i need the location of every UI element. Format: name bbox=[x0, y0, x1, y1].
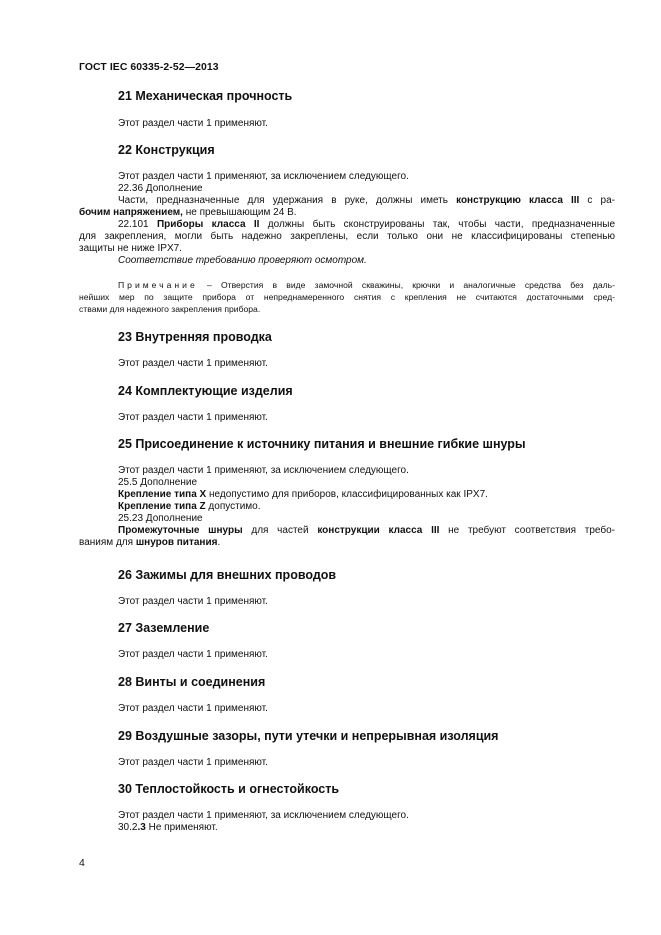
clause-22-36-line-2: бочим напряжением, не превышающим 24 В. bbox=[79, 207, 297, 218]
section-21-title: 21 Механическая прочность bbox=[118, 89, 293, 103]
clause-22-101-line-3: защиты не ниже IPX7. bbox=[79, 243, 182, 254]
clause-22-101-line-2: для закрепления, могли быть надежно закреплены, если только они не классифицированы степенью bbox=[79, 231, 615, 242]
clause-30-2-3: 30.2.3 Не применяют. bbox=[118, 822, 218, 833]
section-29-title: 29 Воздушные зазоры, пути утечки и непрерывная изоляция bbox=[118, 729, 499, 743]
section-29-text: Этот раздел части 1 применяют. bbox=[118, 757, 268, 768]
section-27-title: 27 Заземление bbox=[118, 621, 210, 635]
section-26-title: 26 Зажимы для внешних проводов bbox=[118, 568, 337, 582]
section-22-intro: Этот раздел части 1 применяют, за исключением следующего. bbox=[118, 171, 409, 182]
clause-25-23-line-1: Промежуточные шнуры для частей конструкции класса III не требуют соответствия требо- bbox=[118, 525, 615, 536]
clause-25-5-type-z: Крепление типа Z допустимо. bbox=[118, 501, 261, 512]
section-28-text: Этот раздел части 1 применяют. bbox=[118, 703, 268, 714]
clause-25-5-heading: 25.5 Дополнение bbox=[118, 477, 198, 488]
clause-22-101-line-1: 22.101 Приборы класса II должны быть сконструированы так, чтобы части, предназначенные bbox=[118, 219, 616, 230]
clause-22-36-heading: 22.36 Дополнение bbox=[118, 183, 203, 194]
section-23-text: Этот раздел части 1 применяют. bbox=[118, 358, 268, 369]
clause-22-36-line-1: Части, предназначенные для удержания в руке, должны иметь конструкцию класса III с ра- bbox=[118, 195, 615, 206]
page-number: 4 bbox=[79, 858, 85, 869]
section-24-text: Этот раздел части 1 применяют. bbox=[118, 412, 268, 423]
compliance-statement: Соответствие требованию проверяют осмотром. bbox=[118, 255, 367, 266]
note-line-2: нейших мер по защите прибора от непреднамеренного снятия с крепления не считаются достаточными сред- bbox=[79, 292, 615, 302]
section-22-title: 22 Конструкция bbox=[118, 143, 215, 157]
note-line-3: ствами для надежного закрепления прибора. bbox=[79, 304, 261, 314]
section-30-intro: Этот раздел части 1 применяют, за исключением следующего. bbox=[118, 810, 409, 821]
section-26-text: Этот раздел части 1 применяют. bbox=[118, 596, 268, 607]
clause-25-23-heading: 25.23 Дополнение bbox=[118, 513, 203, 524]
document-header: ГОСТ IEC 60335-2-52—2013 bbox=[79, 62, 219, 73]
section-21-text: Этот раздел части 1 применяют. bbox=[118, 118, 268, 129]
clause-25-23-line-2: ваниям для шнуров питания. bbox=[79, 537, 221, 548]
clause-25-5-type-x: Крепление типа X недопустимо для приборов, классифицированных как IPX7. bbox=[118, 489, 488, 500]
section-23-title: 23 Внутренняя проводка bbox=[118, 330, 272, 344]
section-25-title: 25 Присоединение к источнику питания и внешние гибкие шнуры bbox=[118, 437, 526, 451]
section-25-intro: Этот раздел части 1 применяют, за исключением следующего. bbox=[118, 465, 409, 476]
section-28-title: 28 Винты и соединения bbox=[118, 675, 266, 689]
section-24-title: 24 Комплектующие изделия bbox=[118, 384, 293, 398]
note-line-1: Примечание – Отверстия в виде замочной скважины, крючки и аналогичные средства без даль- bbox=[118, 280, 615, 290]
section-30-title: 30 Теплостойкость и огнестойкость bbox=[118, 782, 340, 796]
section-27-text: Этот раздел части 1 применяют. bbox=[118, 649, 268, 660]
